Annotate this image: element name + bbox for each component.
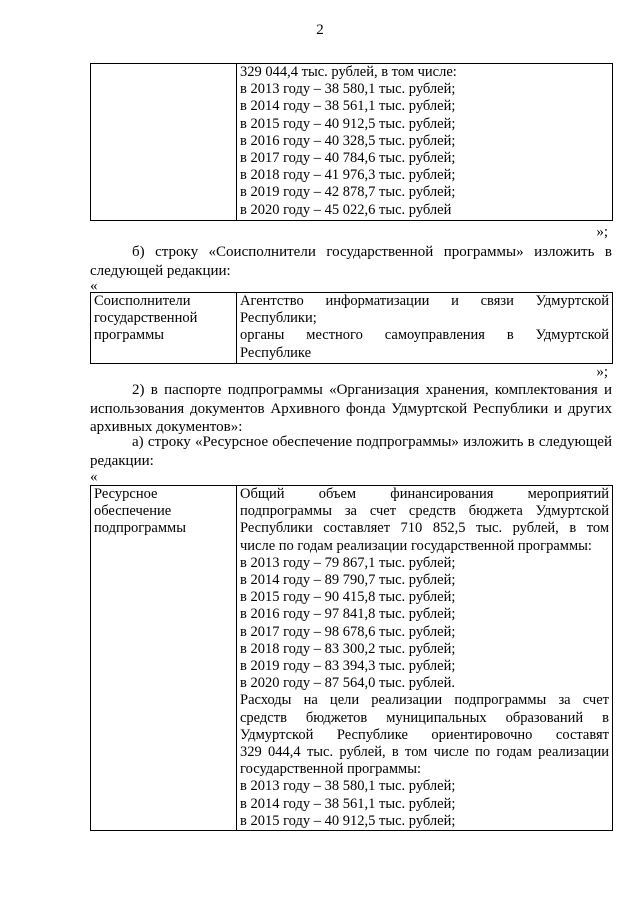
table3-value-line: в 2015 году – 90 415,8 тыс. рублей; [240, 589, 456, 606]
table3-value-line: подпрограммы за счет средств бюджета Удмуртской [240, 503, 609, 520]
table3-label-cell [91, 486, 237, 831]
table3-value-line: в 2020 году – 87 564,0 тыс. рублей. [240, 675, 455, 692]
coexecutors-table [90, 292, 613, 364]
table1-right-cell [237, 64, 613, 221]
table-row [91, 486, 613, 831]
table3-value-line: Общий объем финансирования мероприятий [240, 486, 609, 502]
table2-label-line: государственной [94, 310, 198, 327]
table3-value-line: в 2017 году – 98 678,6 тыс. рублей; [240, 623, 456, 640]
table3-value-line: числе по годам реализации государственной программы: [240, 537, 592, 554]
table1-line: в 2018 году – 41 976,3 тыс. рублей; [240, 167, 456, 184]
table3-value-line: в 2016 году – 97 841,8 тыс. рублей; [240, 606, 456, 623]
table3-value-line: средств бюджетов муниципальных образований в [240, 709, 609, 726]
closing-quote: »; [596, 224, 608, 240]
opening-quote: « [90, 278, 98, 294]
table3-value-line: в 2013 году – 38 580,1 тыс. рублей; [240, 778, 456, 795]
table2-value-line: Республики; [240, 310, 317, 327]
opening-quote: « [90, 469, 98, 485]
table3-value-line: в 2014 году – 38 561,1 тыс. рублей; [240, 795, 456, 812]
table-row [91, 64, 613, 221]
table3-value-line: государственной программы: [240, 761, 421, 778]
paragraph-b [90, 243, 612, 280]
funding-continuation-table [90, 63, 613, 221]
table3-value-line: в 2018 году – 83 300,2 тыс. рублей; [240, 640, 456, 657]
paragraph-line: следующей редакции: [90, 262, 231, 279]
table3-value-line: в 2014 году – 89 790,7 тыс. рублей; [240, 572, 456, 589]
table2-label-line: Соисполнители [94, 293, 191, 309]
table2-label-line: программы [94, 327, 164, 344]
table3-label-line: Ресурсное [94, 486, 158, 502]
table3-label-line: обеспечение [94, 503, 172, 520]
closing-quote: »; [596, 364, 608, 380]
paragraph-a [90, 433, 612, 470]
table1-line: в 2013 году – 38 580,1 тыс. рублей; [240, 81, 456, 98]
table3-label-line: подпрограммы [94, 520, 186, 537]
table3-value-line: 329 044,4 тыс. рублей, в том числе по годам реализации [240, 744, 609, 761]
table1-line: в 2015 году – 40 912,5 тыс. рублей; [240, 115, 456, 132]
paragraph-line: 2) в паспорте подпрограммы «Организация хранения, комплектования и [132, 382, 612, 398]
table3-value-line: в 2013 году – 79 867,1 тыс. рублей; [240, 554, 456, 571]
paragraph-line: использования документов Архивного фонда Удмуртской Республики и других [90, 400, 612, 417]
table3-value-cell [237, 486, 613, 831]
table3-value-line: Расходы на цели реализации подпрограммы за счет [240, 692, 609, 709]
table3-value-line: Республики составляет 710 852,5 тыс. рублей, в том [240, 520, 609, 537]
table1-line: 329 044,4 тыс. рублей, в том числе: [240, 64, 457, 80]
resource-provision-table [90, 485, 613, 831]
table3-value-line: в 2019 году – 83 394,3 тыс. рублей; [240, 658, 456, 675]
paragraph-line: архивных документов»: [90, 419, 243, 435]
table3-value-line: Удмуртской Республике ориентировочно составят [240, 726, 609, 743]
table1-line: в 2017 году – 40 784,6 тыс. рублей; [240, 150, 456, 167]
table1-line: в 2014 году – 38 561,1 тыс. рублей; [240, 98, 456, 115]
table2-value-line: органы местного самоуправления в Удмуртской [240, 327, 609, 344]
table1-line: в 2016 году – 40 328,5 тыс. рублей; [240, 132, 456, 149]
paragraph-line: б) строку «Соисполнители государственной программы» изложить в [132, 244, 612, 260]
table2-label-cell [91, 293, 237, 364]
page-number: 2 [316, 22, 324, 38]
table3-value-line: в 2015 году – 40 912,5 тыс. рублей; [240, 812, 456, 829]
table2-value-cell [237, 293, 613, 364]
paragraph-2 [90, 381, 612, 437]
table1-line: в 2020 году – 45 022,6 тыс. рублей [240, 201, 452, 218]
table2-value-line: Агентство информатизации и связи Удмуртской [240, 293, 609, 309]
table-row [91, 293, 613, 364]
table1-line: в 2019 году – 42 878,7 тыс. рублей; [240, 184, 456, 201]
paragraph-line: а) строку «Ресурсное обеспечение подпрограммы» изложить в следующей [132, 434, 612, 450]
table1-left-cell [91, 64, 237, 221]
table2-value-line: Республике [240, 344, 312, 361]
paragraph-line: редакции: [90, 452, 154, 469]
